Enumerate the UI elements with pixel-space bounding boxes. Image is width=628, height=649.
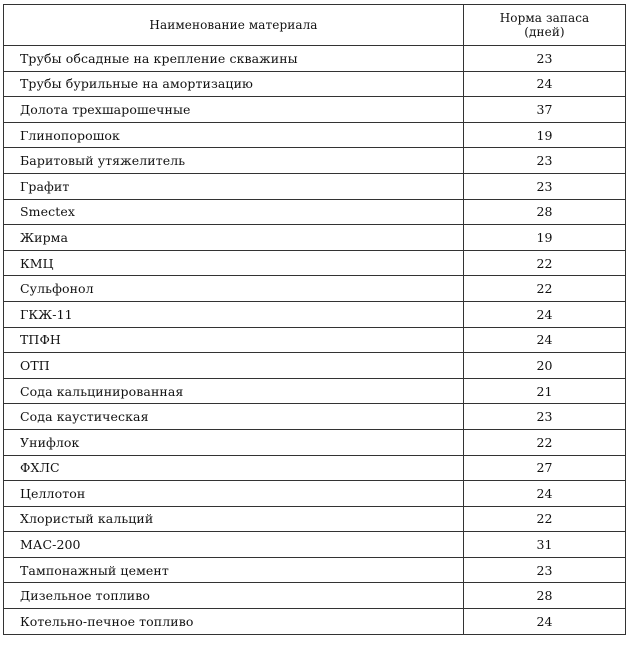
material-name-cell: Сульфонол xyxy=(4,276,464,302)
header-material-name: Наименование материала xyxy=(4,5,464,46)
stock-days-cell: 27 xyxy=(464,455,626,481)
stock-days-cell: 24 xyxy=(464,71,626,97)
table-row xyxy=(4,225,626,251)
stock-days-cell: 23 xyxy=(464,557,626,583)
stock-days-cell: 24 xyxy=(464,609,626,635)
stock-days-cell: 22 xyxy=(464,506,626,532)
stock-days-cell: 24 xyxy=(464,301,626,327)
table-row xyxy=(4,583,626,609)
table-row xyxy=(4,506,626,532)
materials-table xyxy=(3,4,626,635)
table-row xyxy=(4,199,626,225)
material-name-cell: Трубы обсадные на крепление скважины xyxy=(4,46,464,72)
stock-days-cell: 19 xyxy=(464,225,626,251)
material-name-cell: Тампонажный цемент xyxy=(4,557,464,583)
material-name-cell: Графит xyxy=(4,173,464,199)
stock-days-cell: 22 xyxy=(464,250,626,276)
material-name-cell: Smectex xyxy=(4,199,464,225)
material-name-cell: Трубы бурильные на амортизацию xyxy=(4,71,464,97)
stock-days-cell: 21 xyxy=(464,378,626,404)
stock-days-cell: 23 xyxy=(464,46,626,72)
table-row xyxy=(4,429,626,455)
table-body xyxy=(4,46,626,635)
table-row xyxy=(4,276,626,302)
stock-days-cell: 24 xyxy=(464,327,626,353)
table-row xyxy=(4,173,626,199)
material-name-cell: Баритовый утяжелитель xyxy=(4,148,464,174)
stock-days-cell: 23 xyxy=(464,404,626,430)
material-name-cell: Хлористый кальций xyxy=(4,506,464,532)
header-stock-norm-line2: (дней) xyxy=(524,25,565,39)
table-row xyxy=(4,532,626,558)
header-row xyxy=(4,5,626,46)
material-name-cell: Жирма xyxy=(4,225,464,251)
table-row xyxy=(4,481,626,507)
stock-days-cell: 23 xyxy=(464,173,626,199)
table-row xyxy=(4,455,626,481)
table-row xyxy=(4,327,626,353)
material-name-cell: Котельно-печное топливо xyxy=(4,609,464,635)
table-row xyxy=(4,557,626,583)
table-row xyxy=(4,122,626,148)
table-row xyxy=(4,148,626,174)
stock-days-cell: 24 xyxy=(464,481,626,507)
material-name-cell: Дизельное топливо xyxy=(4,583,464,609)
stock-days-cell: 22 xyxy=(464,276,626,302)
material-name-cell: МАС-200 xyxy=(4,532,464,558)
table-row xyxy=(4,301,626,327)
stock-days-cell: 37 xyxy=(464,97,626,123)
table-row xyxy=(4,378,626,404)
stock-days-cell: 19 xyxy=(464,122,626,148)
header-stock-norm-line1: Норма запаса xyxy=(499,11,590,25)
material-name-cell: Сода каустическая xyxy=(4,404,464,430)
table-row xyxy=(4,71,626,97)
material-name-cell: Целлотон xyxy=(4,481,464,507)
table-row xyxy=(4,609,626,635)
stock-days-cell: 20 xyxy=(464,353,626,379)
stock-days-cell: 23 xyxy=(464,148,626,174)
material-name-cell: ОТП xyxy=(4,353,464,379)
material-name-cell: ГКЖ-11 xyxy=(4,301,464,327)
header-stock-norm xyxy=(464,5,626,46)
material-name-cell: ТПФН xyxy=(4,327,464,353)
stock-days-cell: 31 xyxy=(464,532,626,558)
table-header xyxy=(4,5,626,46)
material-name-cell: ФХЛС xyxy=(4,455,464,481)
table-row xyxy=(4,97,626,123)
stock-days-cell: 28 xyxy=(464,583,626,609)
table-row xyxy=(4,46,626,72)
material-name-cell: Долота трехшарошечные xyxy=(4,97,464,123)
material-name-cell: Сода кальцинированная xyxy=(4,378,464,404)
material-name-cell: КМЦ xyxy=(4,250,464,276)
table-row xyxy=(4,404,626,430)
material-name-cell: Глинопорошок xyxy=(4,122,464,148)
material-name-cell: Унифлок xyxy=(4,429,464,455)
table-row xyxy=(4,250,626,276)
stock-days-cell: 22 xyxy=(464,429,626,455)
table-row xyxy=(4,353,626,379)
stock-days-cell: 28 xyxy=(464,199,626,225)
